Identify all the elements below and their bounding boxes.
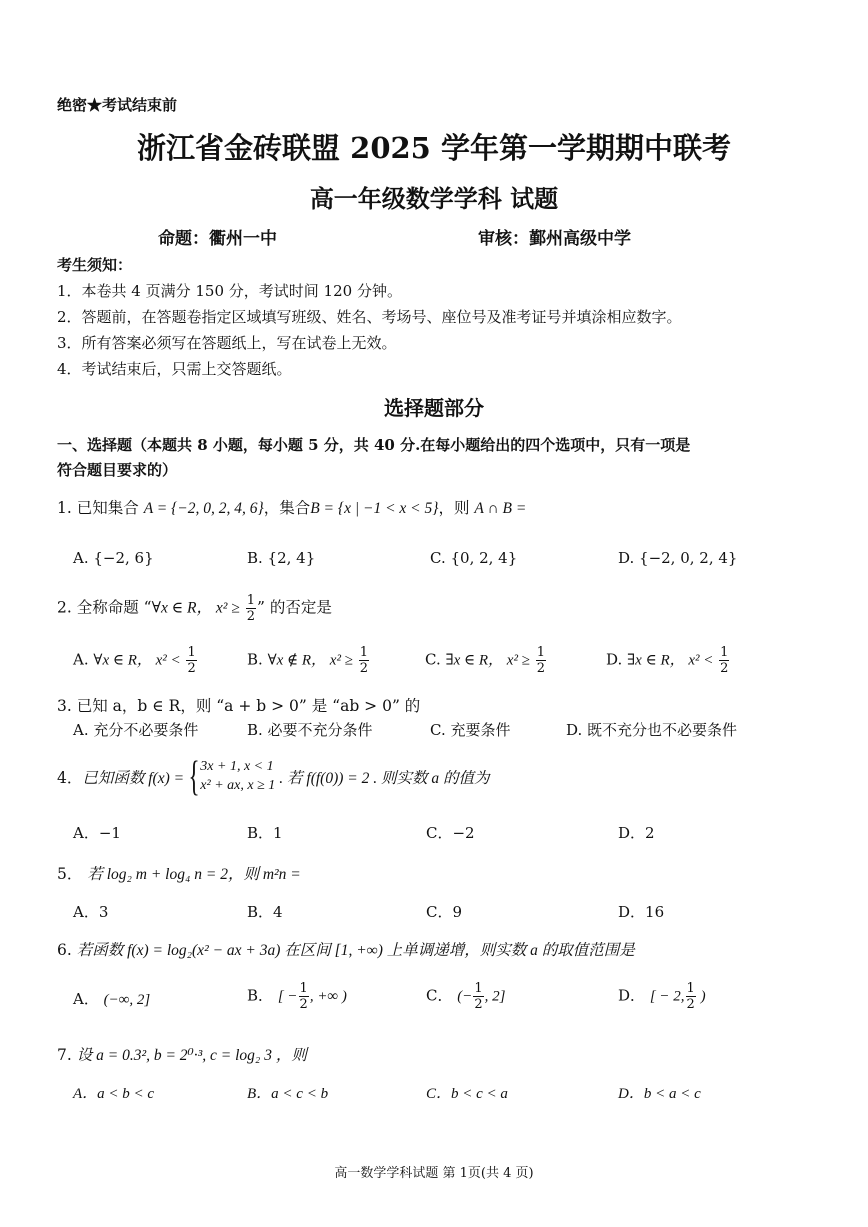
question-text: 若函数 f(x) = log₂(x² − ax + 3a) 在区间 [1, +∞) 上单调递增，则实数 a 的取值范围是: [76, 942, 635, 959]
question-4: [57, 756, 490, 798]
option-c: C. 充要条件: [430, 721, 511, 739]
question-text: ” 的否定是: [257, 598, 332, 617]
question-6: [57, 938, 635, 960]
option-a: A．a < b < c: [73, 1086, 155, 1102]
piecewise-case: 3x + 1, x < 1: [200, 759, 274, 775]
option-c: C．9: [426, 903, 463, 921]
question-number: 2.: [57, 598, 72, 617]
question-number: 3.: [57, 697, 72, 715]
option-b: B．a < c < b: [247, 1086, 329, 1102]
notice-item: 1．本卷共 4 页满分 150 分，考试时间 120 分钟。: [57, 282, 402, 300]
option-d: D. {−2, 0, 2, 4}: [618, 549, 738, 567]
question-text: 设 a = 0.3², b = 2⁰·³, c = log₂ 3 ，则: [76, 1047, 307, 1064]
question-2: [57, 594, 332, 623]
option-c: C. {0, 2, 4}: [430, 549, 518, 567]
notice-heading: 考生须知：: [57, 256, 133, 274]
page-footer: 高一数学学科试题 第 1页(共 4 页): [334, 1166, 534, 1181]
proposer: 命题：衢州一中: [158, 229, 277, 249]
exam-subtitle: 高一年级数学学科 试题: [309, 184, 559, 213]
section-title: 选择题部分: [384, 396, 484, 420]
option-a: A. ∀x ∈ R， x² < $\frac{1}{2}$: [73, 645, 196, 676]
question-text: 若 log₂ m + log₄ n = 2，则 m²n =: [87, 866, 301, 883]
option-b: B. ∀x ∉ R， x² ≥ $\frac{1}{2}$: [247, 645, 369, 676]
question-text: 已知集合: [76, 499, 139, 517]
section-intro-cont: 符合题目要求的）: [57, 461, 178, 479]
option-a: A．3: [73, 903, 109, 921]
question-statement: ∀x ∈ R， x² ≥: [151, 599, 240, 617]
option-b: B．4: [247, 903, 283, 921]
question-number: 6.: [57, 941, 72, 959]
question-text: 已知 a，b ∈ R，则 “a + b > 0” 是 “ab > 0” 的: [76, 697, 421, 715]
question-text: ，则: [438, 499, 470, 517]
option-d: D． [ − 2, $\frac{1}{2}$ ): [618, 981, 706, 1012]
option-a: A． (−∞, 2]: [73, 990, 151, 1008]
question-1: [57, 496, 526, 518]
option-a: A．−1: [73, 824, 121, 842]
piecewise-case: x² + ax, x ≥ 1: [200, 778, 276, 793]
option-d: D．2: [618, 824, 655, 842]
option-b: B. {2, 4}: [247, 549, 316, 567]
option-b: B． [ − $\frac{1}{2}$ , +∞ ): [247, 981, 347, 1012]
option-d: D. 既不充分也不必要条件: [566, 721, 738, 739]
notice-item: 4．考试结束后，只需上交答题纸。: [57, 360, 292, 378]
option-d: D. ∃x ∈ R， x² < $\frac{1}{2}$: [606, 645, 729, 676]
option-d: D．16: [618, 903, 665, 921]
set-a: A = {−2, 0, 2, 4, 6}: [143, 500, 264, 517]
section-intro: 一、选择题（本题共 8 小题，每小题 5 分，共 40 分.在每小题给出的四个选项中，只有一项是: [57, 436, 691, 454]
reviewer: 审核：鄞州高级中学: [478, 229, 631, 249]
fraction-half: $\frac{1}{2}$: [246, 593, 256, 624]
question-expression: A ∩ B =: [474, 500, 527, 517]
question-3: [57, 694, 420, 716]
notice-item: 2．答题前，在答题卷指定区域填写班级、姓名、考场号、座位号及准考证号并填涂相应数字。: [57, 308, 682, 326]
option-d: D．b < a < c: [618, 1086, 701, 1102]
option-c: C. ∃x ∈ R， x² ≥ $\frac{1}{2}$: [425, 645, 546, 676]
notice-item: 3．所有答案必须写在答题纸上，写在试卷上无效。: [57, 334, 397, 352]
question-text: 全称命题 “: [76, 598, 152, 617]
question-text: . 若 f(f(0)) = 2 . 则实数 a 的值为: [279, 770, 490, 787]
question-number: 5．: [57, 865, 83, 883]
question-7: [57, 1043, 307, 1065]
option-c: C． (− $\frac{1}{2}$ , 2]: [426, 981, 506, 1012]
confidential-mark: 绝密★考试结束前: [57, 96, 178, 114]
question-text: 已知函数 f(x) =: [82, 770, 185, 787]
option-b: B. 必要不充分条件: [247, 721, 373, 739]
question-number: 4．: [57, 769, 83, 787]
option-c: C．−2: [426, 824, 475, 842]
option-a: A. {−2, 6}: [73, 549, 154, 567]
question-5: [57, 862, 301, 884]
option-a: A. 充分不必要条件: [73, 721, 199, 739]
question-number: 1.: [57, 499, 72, 517]
option-b: B．1: [247, 824, 283, 842]
exam-title: 浙江省金砖联盟 2025 学年第一学期期中联考: [137, 131, 731, 165]
piecewise-definition: { 3x + 1, x < 1 x² + ax, x ≥ 1: [188, 754, 276, 800]
set-b: B = {x | −1 < x < 5}: [310, 500, 439, 517]
question-number: 7.: [57, 1046, 72, 1064]
question-text: ，集合: [263, 499, 311, 517]
option-c: C．b < c < a: [426, 1086, 508, 1102]
